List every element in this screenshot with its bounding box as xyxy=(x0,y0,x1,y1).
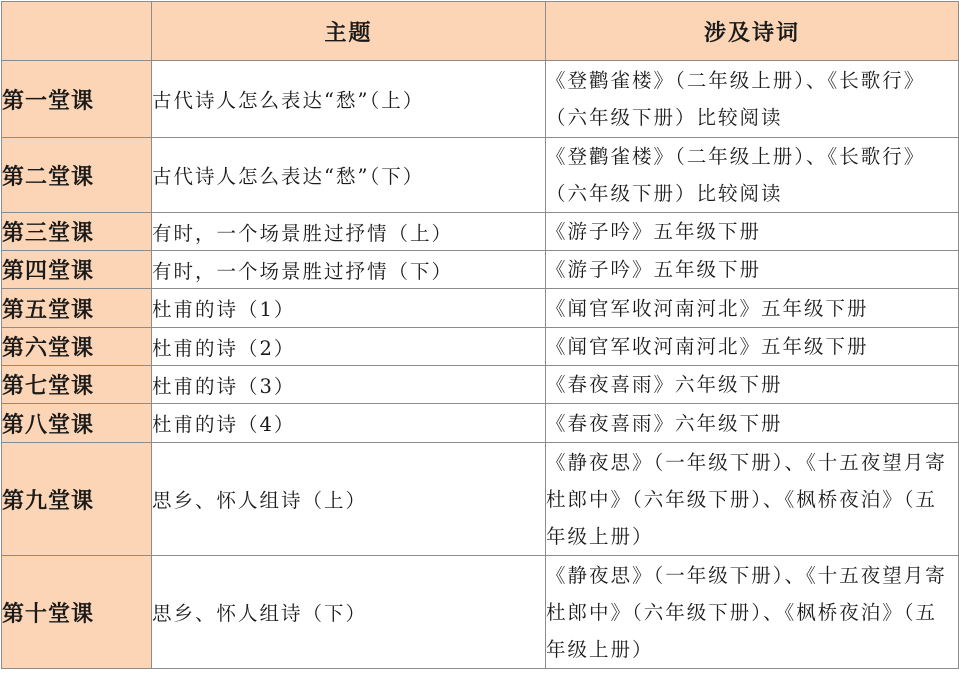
table-row xyxy=(2,328,959,366)
lesson-cell: 第八堂课 xyxy=(2,404,152,443)
topic-cell: 杜甫的诗（1） xyxy=(152,289,546,328)
poems-cell: 《登鹳雀楼》（二年级上册）、《长歌行》（六年级下册）比较阅读 xyxy=(546,61,959,138)
topic-cell: 思乡、怀人组诗（上） xyxy=(152,443,546,556)
poems-cell: 《春夜喜雨》六年级下册 xyxy=(546,404,959,443)
table-row xyxy=(2,289,959,328)
topic-cell: 思乡、怀人组诗（下） xyxy=(152,556,546,669)
table-row xyxy=(2,556,959,669)
lesson-cell: 第七堂课 xyxy=(2,366,152,404)
poems-cell: 《闻官军收河南河北》五年级下册 xyxy=(546,289,959,328)
poems-cell: 《静夜思》（一年级下册）、《十五夜望月寄杜郎中》（六年级下册）、《枫桥夜泊》（五年级上册） xyxy=(546,443,959,556)
table-row xyxy=(2,138,959,213)
table-row xyxy=(2,61,959,138)
lesson-cell: 第十堂课 xyxy=(2,556,152,669)
topic-cell: 杜甫的诗（4） xyxy=(152,404,546,443)
header-row xyxy=(2,2,959,61)
lesson-table xyxy=(1,1,959,669)
lesson-cell: 第四堂课 xyxy=(2,251,152,289)
topic-cell: 杜甫的诗（2） xyxy=(152,328,546,366)
table-row xyxy=(2,404,959,443)
poems-cell: 《闻官军收河南河北》五年级下册 xyxy=(546,328,959,366)
poems-cell: 《登鹳雀楼》（二年级上册）、《长歌行》（六年级下册）比较阅读 xyxy=(546,138,959,213)
topic-column-header: 主题 xyxy=(152,2,546,61)
lesson-column-header xyxy=(2,2,152,61)
poems-cell: 《游子吟》五年级下册 xyxy=(546,251,959,289)
lesson-cell: 第一堂课 xyxy=(2,61,152,138)
lesson-cell: 第三堂课 xyxy=(2,213,152,251)
poems-cell: 《静夜思》（一年级下册）、《十五夜望月寄杜郎中》（六年级下册）、《枫桥夜泊》（五年级上册） xyxy=(546,556,959,669)
topic-cell: 古代诗人怎么表达“愁”（上） xyxy=(152,61,546,138)
poems-column-header: 涉及诗词 xyxy=(546,2,959,61)
table-row xyxy=(2,366,959,404)
table-row xyxy=(2,251,959,289)
lesson-cell: 第九堂课 xyxy=(2,443,152,556)
topic-cell: 有时，一个场景胜过抒情（下） xyxy=(152,251,546,289)
lesson-cell: 第六堂课 xyxy=(2,328,152,366)
poems-cell: 《游子吟》五年级下册 xyxy=(546,213,959,251)
table-row xyxy=(2,213,959,251)
topic-cell: 杜甫的诗（3） xyxy=(152,366,546,404)
poems-cell: 《春夜喜雨》六年级下册 xyxy=(546,366,959,404)
topic-cell: 有时，一个场景胜过抒情（上） xyxy=(152,213,546,251)
topic-cell: 古代诗人怎么表达“愁”（下） xyxy=(152,138,546,213)
lesson-cell: 第五堂课 xyxy=(2,289,152,328)
lesson-cell: 第二堂课 xyxy=(2,138,152,213)
table-row xyxy=(2,443,959,556)
